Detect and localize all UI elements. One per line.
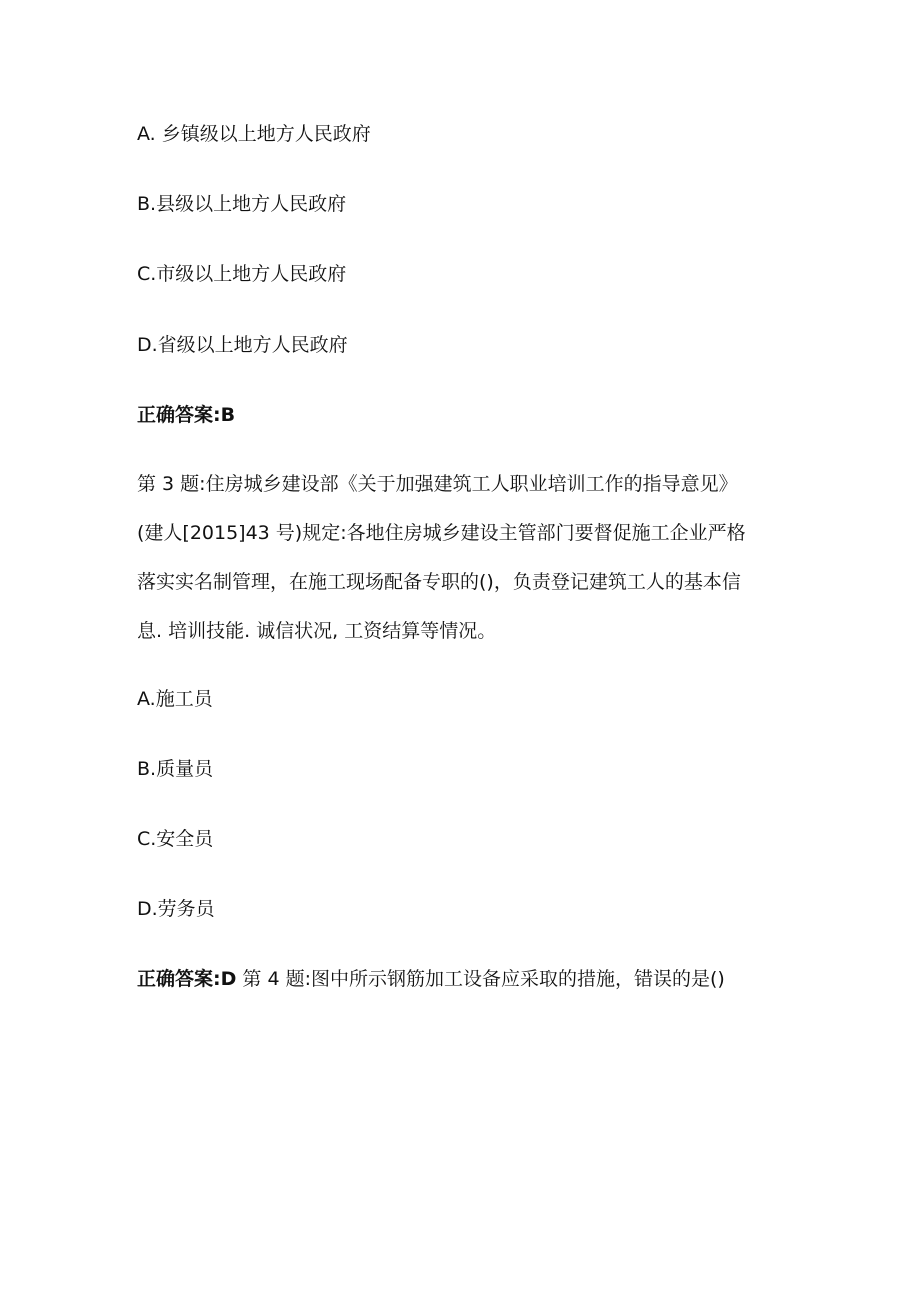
q3-answer-label: 正确答案: — [137, 968, 221, 990]
q2-answer-value: B — [220, 404, 236, 426]
q3-option-a: A.施工员 — [137, 688, 213, 710]
q2-option-d: D.省级以上地方人民政府 — [137, 334, 348, 356]
q2-option-a: A. 乡镇级以上地方人民政府 — [137, 123, 371, 145]
q3-stem-line: 第 3 题:住房城乡建设部《关于加强建筑工人职业培训工作的指导意见》 — [137, 473, 738, 495]
q2-option-b: B.县级以上地方人民政府 — [137, 193, 347, 215]
q3-answer-value: D — [220, 968, 237, 990]
q3-option-c: C.安全员 — [137, 828, 214, 850]
q3-stem — [137, 472, 787, 668]
q3-option-d: D.劳务员 — [137, 898, 215, 920]
q3-stem-line: 息. 培训技能. 诚信状况, 工资结算等情况。 — [137, 620, 497, 642]
q2-answer — [137, 403, 787, 427]
q3-stem-line: 落实实名制管理，在施工现场配备专职的()，负责登记建筑工人的基本信 — [137, 571, 741, 593]
q2-option-c: C.市级以上地方人民政府 — [137, 263, 347, 285]
q3-answer-and-q4 — [137, 967, 787, 991]
q3-option-b: B.质量员 — [137, 758, 214, 780]
q3-stem-line: (建人[2015]43 号)规定:各地住房城乡建设主管部门要督促施工企业严格 — [137, 522, 746, 544]
q4-stem: 第 4 题:图中所示钢筋加工设备应采取的措施，错误的是() — [236, 968, 725, 990]
q2-answer-label: 正确答案: — [137, 404, 221, 426]
